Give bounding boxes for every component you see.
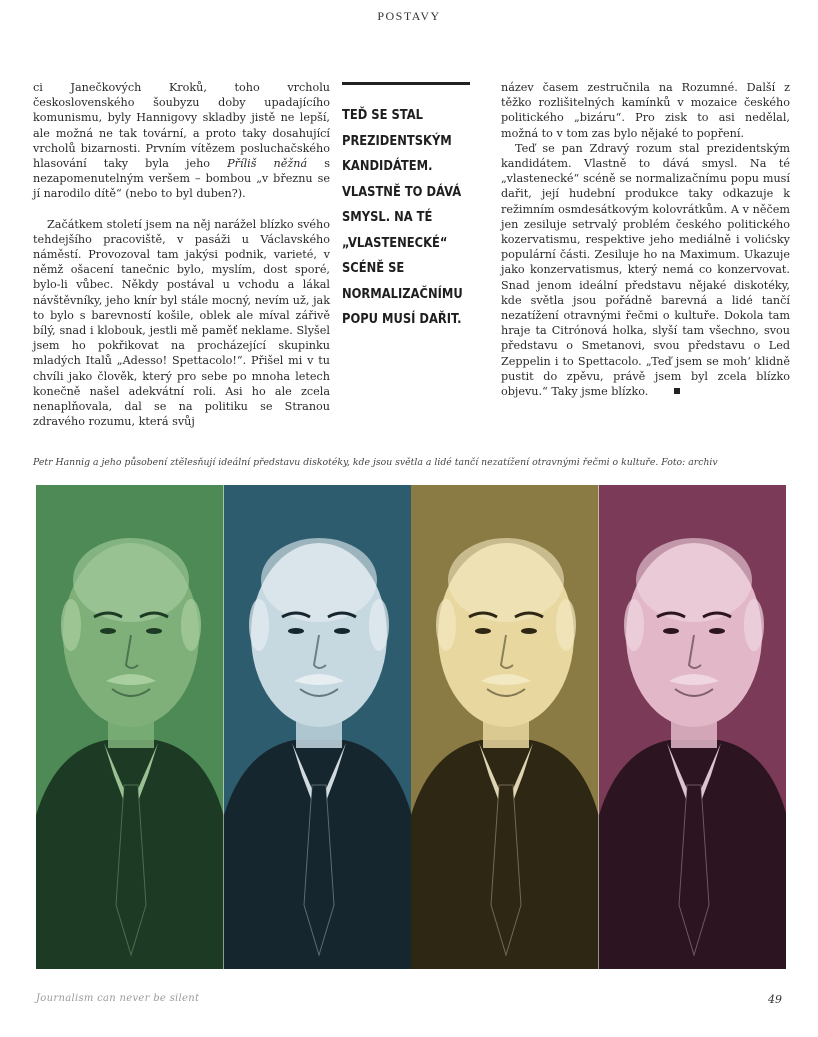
photo-panel-green bbox=[36, 485, 224, 969]
hair-right bbox=[744, 599, 764, 651]
paragraph: Začátkem století jsem na něj narážel blízko svého tehdejšího pracoviště, v pasáži u Václavského náměstí. Provozoval tam jakýsi podnik, varieté, v němž ošacení tanečnic bylo, myslím, dost sporé, bylo-li vůbec. Někdy postával u vchodu a lákal návštěvníky, jeho knír byl stále mocný, nevím už, jak to bylo s barevností košile, oblek ale míval zářivě bílý, snad i klobouk, jestli mě paměť neklame. Slyšel jsem ho pokřikovat na procházející skupinku mladých Italů „Adesso! Spettacolo!“. Přišel mi v tu chvíli jako člověk, který pro sebe po mnoha letech konečně našel adekvátní roli. Asi ho ale zcela nenaplňovala, dal se na politiku se Stranou zdravého rozumu, která svůj bbox=[33, 217, 330, 429]
pull-quote-line: PREZIDENTSKÝM bbox=[342, 133, 452, 149]
hair-right bbox=[181, 599, 201, 651]
paragraph: Teď se pan Zdravý rozum stal prezidentským kandidátem. Vlastně to dává smysl. Na té „vlastenecké“ scéně se normalizačnímu popu musí dařit, její hudební produkce taky odkazuje k režimním osmdesátkovým kolovrátkům. A v něčem jen zesiluje setrvalý problém českého politického kozervatismu, respektive jeho mediálně i volićsky populární části. Zesiluje ho na Maximum. Ukazuje jako konzervatismus, který nemá co konzervovat. Snad jenom ideální představu nějaké diskotéky, kde světla jsou pořádně barevná a lidé tančí nezatížení otravnými řečmi o kultuře. Dokola tam hraje ta Citrónová holka, slyší tam všechno, svou představu o Smetanovi, svou představu o Led Zeppelin i to Spettacolo. „Teď jsem se moh‘ klidně pustit do zpěvu, právě jsem byl zcela blízko objevu.“ Taky jsme blízko. bbox=[501, 141, 790, 399]
bald-head bbox=[448, 538, 564, 622]
eye-right bbox=[334, 628, 350, 634]
page-number: 49 bbox=[768, 993, 782, 1006]
photo-panel-magenta bbox=[599, 485, 787, 969]
section-title: POSTAVY bbox=[377, 9, 441, 23]
hair-left bbox=[61, 599, 81, 651]
bald-head bbox=[636, 538, 752, 622]
pull-quote-line: NORMALIZAČNÍMU bbox=[342, 286, 463, 302]
pull-quote-line: POPU MUSÍ DAŘIT. bbox=[342, 312, 462, 327]
eye-left bbox=[100, 628, 116, 634]
paragraph: název časem zestručnila na Rozumné. Další z těžko rozlišitelných kamínků v mozaice českého politického „bizáru“. Pro zisk to asi nedělal, možná to v tom zas bylo nějaké to popření. bbox=[501, 81, 790, 140]
eye-left bbox=[288, 628, 304, 634]
pull-quote-line: „VLASTENECKÉ“ bbox=[342, 235, 448, 251]
photo-panel-ochre bbox=[411, 485, 599, 969]
eye-right bbox=[709, 628, 725, 634]
article-column-left bbox=[33, 80, 330, 429]
pull-quote-line: VLASTNĚ TO DÁVÁ bbox=[342, 184, 462, 200]
eye-right bbox=[146, 628, 162, 634]
photo-caption: Petr Hannig a jeho působení ztělesňují ideální představu diskotéky, kde jsou světla a lidé tančí nezatížení otravnými řečmi o kultuře. Foto: archiv bbox=[33, 457, 718, 468]
pull-quote bbox=[342, 82, 470, 333]
hair-left bbox=[624, 599, 644, 651]
pull-quote-line: SMYSL. NA TÉ bbox=[342, 210, 433, 225]
eye-right bbox=[521, 628, 537, 634]
photo-panel-teal bbox=[224, 485, 412, 969]
hair-right bbox=[556, 599, 576, 651]
article-column-right bbox=[501, 80, 790, 399]
bald-head bbox=[73, 538, 189, 622]
hair-left bbox=[436, 599, 456, 651]
end-mark bbox=[674, 388, 680, 394]
hair-right bbox=[369, 599, 389, 651]
pull-quote-line: KANDIDÁTEM. bbox=[342, 159, 433, 174]
eye-left bbox=[663, 628, 679, 634]
pull-quote-line: SCÉNĚ SE bbox=[342, 261, 405, 276]
pull-quote-line: TEĎ SE STAL bbox=[342, 108, 423, 123]
hair-left bbox=[249, 599, 269, 651]
paragraph: ci Janečkových Kroků, toho vrcholu československého šoubyzu doby upadajícího komunismu, byly Hannigovy skladby jistě ne lepší, ale možná ne tak tovární, a proto taky dosahující vrcholů bizarnosti. Prvním vítězem posluchačského hlasování taky byla jeho Příliš něžná s nezapomenutelným veršem – bombou „v březnu se jí narodilo dítě“ (nebo to byl duben?). bbox=[33, 81, 330, 201]
footer-tagline: Journalism can never be silent bbox=[36, 993, 200, 1004]
portrait-photo bbox=[36, 485, 786, 969]
eye-left bbox=[475, 628, 491, 634]
bald-head bbox=[261, 538, 377, 622]
